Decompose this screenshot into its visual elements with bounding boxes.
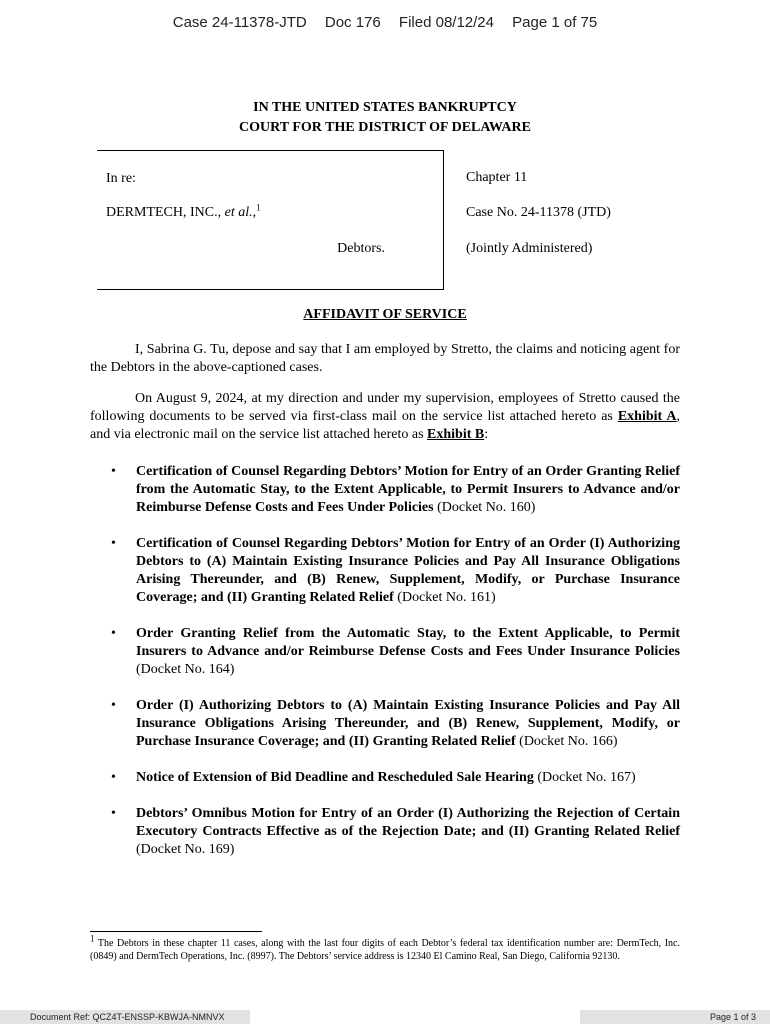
list-item: [90, 697, 680, 751]
list-item-title: Certification of Counsel Regarding Debtors’ Motion for Entry of an Order (I) Authorizing Debtors to (A) Maintain Existing Insurance Policies and Pay All Insurance Obligations Arising Thereunder, and (B) Renew, Supplement, Modify, or Purchase Insurance Coverage; and (II) Granting Related Relief: [136, 536, 680, 605]
bullet-icon: •: [111, 626, 116, 641]
list-item-title: Order (I) Authorizing Debtors to (A) Maintain Existing Insurance Policies and Pay All Insurance Obligations Arising Thereunder, and (B) Renew, Supplement, Modify, or Purchase Insurance Coverage; and (II) Granting Related Relief: [136, 698, 680, 749]
p2-text-a: On August 9, 2024, at my direction and under my supervision, employees of Stretto caused the following documents to be served via first-class mail on the service list attached hereto as: [90, 391, 680, 424]
list-item-docket: (Docket No. 161): [393, 590, 496, 605]
footer-page: Page 1 of 3: [580, 1010, 770, 1024]
court-heading: [0, 98, 770, 138]
footnote-ref: 1: [256, 202, 261, 213]
p2-text-b: , and via electronic mail on the service list attached hereto as: [90, 409, 680, 442]
bullet-icon: •: [111, 698, 116, 713]
chapter: Chapter 11: [466, 170, 528, 185]
court-line-2: COURT FOR THE DISTRICT OF DELAWARE: [239, 120, 531, 135]
debtor-name: DERMTECH, INC., et al.,$^1$: [106, 202, 261, 220]
filing-header: [0, 14, 770, 31]
bullet-icon: •: [111, 770, 116, 785]
list-item-title: Debtors’ Omnibus Motion for Entry of an Order (I) Authorizing the Rejection of Certain Executory Contracts Effective as of the Rejection Date; and (II) Granting Related Relief: [136, 806, 680, 839]
footnote-marker: 1: [90, 933, 95, 944]
court-line-1: IN THE UNITED STATES BANKRUPTCY: [253, 100, 517, 115]
page-count: Page 1 of 75: [512, 14, 598, 31]
p2-text-c: :: [484, 427, 489, 442]
exhibit-a: Exhibit A: [617, 409, 677, 424]
list-item-docket: (Docket No. 160): [433, 500, 536, 515]
document-list: [90, 463, 680, 877]
exhibit-b: Exhibit B: [427, 427, 485, 442]
et-al: et al.: [224, 205, 253, 220]
document-ref: Document Ref: QCZ4T-ENSSP-KBWJA-NMNVX: [0, 1010, 250, 1024]
document-title: AFFIDAVIT OF SERVICE: [303, 307, 467, 322]
list-item: [90, 805, 680, 859]
list-item: [90, 463, 680, 517]
bullet-icon: •: [111, 806, 116, 821]
paragraph-1: I, Sabrina G. Tu, depose and say that I am employed by Stretto, the claims and noticing agent for the Debtors in the above-captioned cases.: [90, 342, 680, 375]
footnote-text: The Debtors in these chapter 11 cases, along with the last four digits of each Debtor’s federal tax identification number are: DermTech, Inc. (0849) and DermTech Operations, Inc. (8997). The Debtors’ service address is 12340 El Camino Real, San Diego, California 92130.: [90, 938, 680, 962]
doc-number: Doc 176: [324, 14, 381, 31]
jointly-administered: (Jointly Administered): [466, 241, 593, 256]
list-item-title: Order Granting Relief from the Automatic Stay, to the Extent Applicable, to Permit Insurers to Advance and/or Reimburse Defense Costs and Fees Under Insurance Policies: [136, 626, 680, 659]
list-item: [90, 535, 680, 607]
footnote: [90, 933, 680, 963]
in-re-label: In re:: [106, 171, 136, 186]
list-item-docket: (Docket No. 166): [515, 734, 618, 749]
list-item-docket: (Docket No. 164): [136, 662, 235, 677]
filed-date: Filed 08/12/24: [398, 14, 494, 31]
list-item-docket: (Docket No. 167): [533, 770, 636, 785]
list-item: [90, 625, 680, 679]
list-item-title: Certification of Counsel Regarding Debtors’ Motion for Entry of an Order Granting Relief from the Automatic Stay, to the Extent Applicable, to Permit Insurers to Advance and/or Reimburse Defense Costs and Fees Under Policies: [136, 464, 680, 515]
debtors-label: Debtors.: [337, 241, 385, 256]
bullet-icon: •: [111, 464, 116, 479]
footnote-divider: [90, 931, 262, 932]
bullet-icon: •: [111, 536, 116, 551]
paragraph-2: [90, 390, 680, 444]
case-number: Case 24-11378-JTD: [172, 14, 307, 31]
case-no: Case No. 24-11378 (JTD): [466, 205, 611, 220]
debtor-name-text: DERMTECH, INC.,: [106, 205, 222, 220]
caption-box: [97, 150, 444, 290]
list-item-docket: (Docket No. 169): [136, 842, 235, 857]
list-item: [90, 769, 680, 787]
list-item-title: Notice of Extension of Bid Deadline and Rescheduled Sale Hearing: [136, 770, 534, 785]
